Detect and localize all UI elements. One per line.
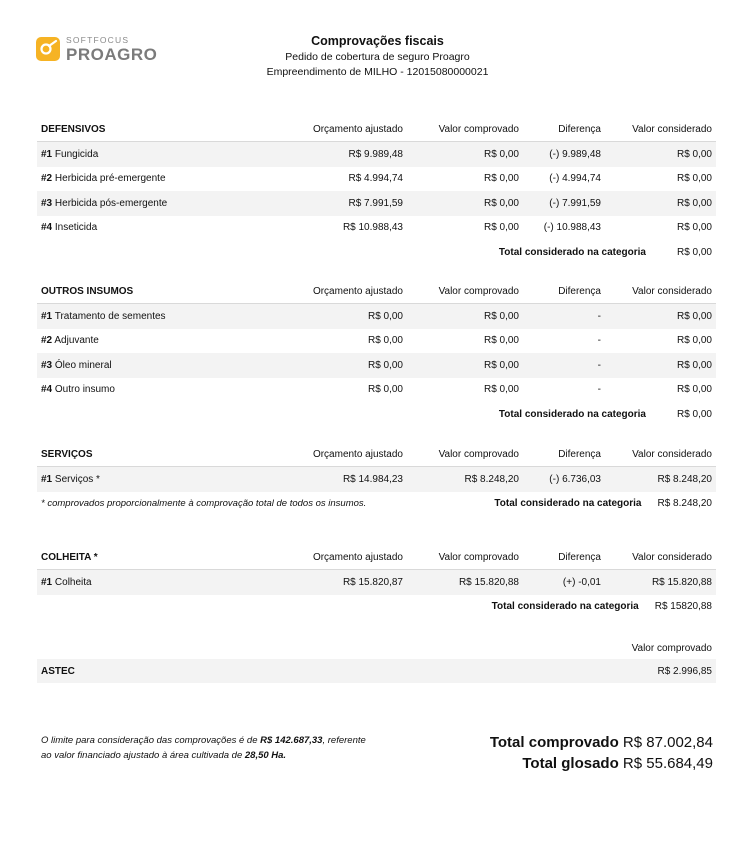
row-verified: R$ 0,00	[483, 222, 519, 234]
limit-text-pre: O limite para consideração das comprovações é de	[41, 735, 261, 746]
row-name: Inseticida	[54, 222, 98, 234]
total-label: Total considerado na categoria	[498, 408, 646, 420]
category-total	[37, 595, 716, 619]
footnote: * comprovados proporcionalmente à comprovação total de todos os insumos.	[41, 498, 367, 509]
table-row	[37, 329, 716, 354]
table-outros-insumos	[37, 280, 716, 426]
col-considered: Valor considerado	[632, 124, 712, 135]
table-header	[37, 118, 716, 142]
total-value: R$ 0,00	[676, 408, 712, 420]
row-verified: R$ 0,00	[483, 148, 519, 160]
table-row	[37, 570, 716, 595]
row-considered: R$ 0,00	[676, 335, 712, 347]
section-title: COLHEITA *	[41, 552, 98, 563]
row-considered: R$ 0,00	[676, 384, 712, 396]
row-verified: R$ 0,00	[483, 384, 519, 396]
table-row	[37, 378, 716, 403]
row-considered: R$ 0,00	[676, 310, 712, 322]
limit-text-mid: , referente	[322, 735, 366, 746]
row-number: #3	[41, 197, 53, 209]
table-servicos	[37, 443, 716, 516]
row-diff: -	[597, 359, 601, 371]
row-diff: (-) 10.988,43	[543, 222, 601, 234]
row-budget: R$ 4.994,74	[348, 173, 403, 185]
row-budget: R$ 0,00	[367, 335, 403, 347]
row-considered: R$ 0,00	[676, 173, 712, 185]
page-title: Comprovações fiscais	[311, 34, 444, 48]
col-considered: Valor considerado	[632, 449, 712, 460]
row-diff: (-) 7.991,59	[549, 197, 601, 209]
table-header	[37, 280, 716, 304]
row-diff: -	[597, 310, 601, 322]
row-budget: R$ 0,00	[367, 384, 403, 396]
table-row	[37, 216, 716, 241]
table-row	[37, 304, 716, 329]
row-verified: R$ 0,00	[483, 310, 519, 322]
row-diff: (-) 6.736,03	[549, 473, 601, 485]
row-number: #1	[41, 310, 53, 322]
row-name: Outro insumo	[54, 384, 115, 396]
col-budget: Orçamento ajustado	[312, 286, 403, 297]
row-number: #4	[41, 384, 53, 396]
row-number: #2	[41, 173, 53, 185]
astec-label: ASTEC	[41, 665, 75, 677]
col-verified: Valor comprovado	[438, 552, 519, 563]
header-enterprise: Empreendimento de MILHO - 12015080000021	[266, 66, 489, 78]
row-diff: (-) 9.989,48	[549, 148, 601, 160]
row-name: Fungicida	[54, 148, 99, 160]
table-row	[37, 167, 716, 192]
table-row	[37, 353, 716, 378]
row-budget: R$ 10.988,43	[342, 222, 403, 234]
table-defensivos	[37, 118, 716, 264]
row-considered: R$ 0,00	[676, 359, 712, 371]
row-budget: R$ 7.991,59	[348, 197, 403, 209]
col-considered: Valor considerado	[632, 286, 712, 297]
row-considered: R$ 8.248,20	[657, 473, 712, 485]
col-diff: Diferença	[558, 552, 601, 563]
logo-small-text: SOFTFOCUS	[66, 35, 130, 45]
row-budget: R$ 0,00	[367, 359, 403, 371]
section-title: SERVIÇOS	[41, 449, 93, 460]
total-verified-label: Total comprovado	[489, 734, 619, 751]
total-label: Total considerado na categoria	[498, 246, 646, 258]
total-denied-line	[490, 753, 713, 774]
row-diff: (+) -0,01	[562, 576, 601, 588]
section-title: DEFENSIVOS	[41, 124, 106, 135]
row-name: Herbicida pós-emergente	[54, 197, 168, 209]
limit-note	[41, 733, 366, 763]
table-header	[37, 546, 716, 570]
row-considered: R$ 0,00	[676, 148, 712, 160]
total-value: R$ 0,00	[676, 246, 712, 258]
col-verified: Valor comprovado	[438, 124, 519, 135]
document-header	[0, 34, 755, 78]
col-budget: Orçamento ajustado	[312, 552, 403, 563]
limit-amount: R$ 142.687,33	[260, 735, 323, 746]
row-number: #1	[41, 576, 53, 588]
row-name: Óleo mineral	[54, 359, 112, 371]
row-considered: R$ 15.820,88	[651, 576, 712, 588]
total-denied-label: Total glosado	[522, 755, 619, 772]
row-number: #2	[41, 335, 53, 347]
row-verified: R$ 0,00	[483, 173, 519, 185]
table-row	[37, 142, 716, 167]
row-verified: R$ 0,00	[483, 359, 519, 371]
limit-area: 28,50 Ha.	[244, 750, 287, 761]
row-considered: R$ 0,00	[676, 197, 712, 209]
row-verified: R$ 0,00	[483, 197, 519, 209]
row-number: #1	[41, 148, 53, 160]
astec-value: R$ 2.996,85	[657, 665, 712, 677]
table-row	[37, 467, 716, 492]
category-total	[37, 492, 716, 516]
col-verified: Valor comprovado	[438, 449, 519, 460]
row-name: Tratamento de sementes	[54, 310, 166, 322]
col-budget: Orçamento ajustado	[312, 449, 403, 460]
row-number: #4	[41, 222, 53, 234]
row-verified: R$ 0,00	[483, 335, 519, 347]
total-label: Total considerado na categoria	[491, 601, 639, 612]
total-value: R$ 15820,88	[654, 601, 712, 612]
total-value: R$ 8.248,20	[657, 498, 712, 509]
row-diff: (-) 4.994,74	[549, 173, 601, 185]
category-total	[37, 402, 716, 426]
table-colheita	[37, 546, 716, 619]
col-diff: Diferença	[558, 286, 601, 297]
row-name: Adjuvante	[54, 335, 99, 347]
row-number: #1	[41, 473, 53, 485]
row-budget: R$ 9.989,48	[348, 148, 403, 160]
header-subtitle: Pedido de cobertura de seguro Proagro	[285, 51, 470, 63]
row-considered: R$ 0,00	[676, 222, 712, 234]
category-total	[37, 240, 716, 264]
logo-big-text: PROAGRO	[66, 44, 158, 64]
astec-column-label: Valor comprovado	[631, 643, 712, 654]
row-verified: R$ 8.248,20	[464, 473, 519, 485]
col-diff: Diferença	[558, 124, 601, 135]
total-verified-line	[490, 732, 713, 753]
table-header	[37, 443, 716, 467]
row-name: Serviços *	[54, 473, 100, 485]
row-budget: R$ 0,00	[367, 310, 403, 322]
row-number: #3	[41, 359, 53, 371]
section-title: OUTROS INSUMOS	[41, 286, 134, 297]
limit-text-line2: ao valor financiado ajustado à área cultivada de	[41, 750, 245, 761]
row-budget: R$ 14.984,23	[342, 473, 403, 485]
table-row	[37, 191, 716, 216]
row-diff: -	[597, 384, 601, 396]
col-diff: Diferença	[558, 449, 601, 460]
col-verified: Valor comprovado	[438, 286, 519, 297]
row-name: Herbicida pré-emergente	[54, 173, 166, 185]
col-budget: Orçamento ajustado	[312, 124, 403, 135]
row-diff: -	[597, 335, 601, 347]
total-verified-value: R$ 87.002,84	[622, 734, 713, 751]
row-budget: R$ 15.820,87	[342, 576, 403, 588]
col-considered: Valor considerado	[632, 552, 712, 563]
row-verified: R$ 15.820,88	[458, 576, 519, 588]
row-name: Colheita	[54, 576, 92, 588]
total-label: Total considerado na categoria	[494, 498, 642, 509]
astec-header	[37, 638, 716, 660]
summary-totals	[490, 732, 713, 774]
total-denied-value: R$ 55.684,49	[622, 755, 713, 772]
astec-row	[37, 659, 716, 683]
